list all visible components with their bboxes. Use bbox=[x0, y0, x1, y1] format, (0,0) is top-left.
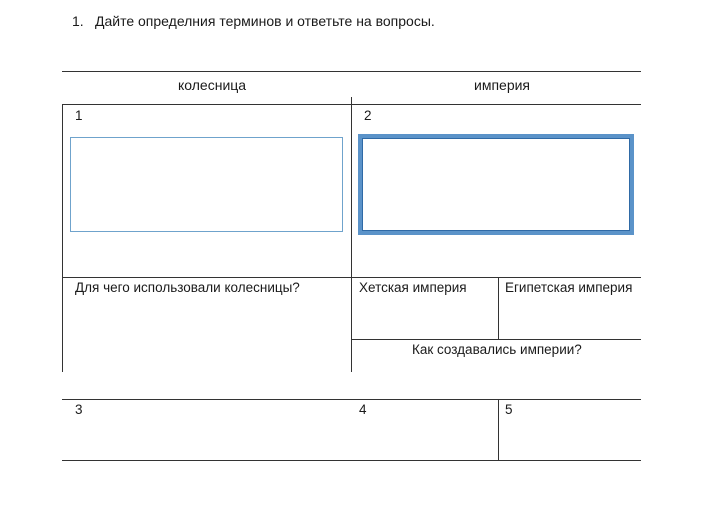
table1-subcolumn-divider bbox=[498, 277, 499, 339]
table1-top-border bbox=[62, 71, 641, 72]
cell-number-2: 2 bbox=[364, 108, 372, 123]
cell-number-4: 4 bbox=[359, 402, 367, 417]
table1-left-border bbox=[62, 104, 63, 372]
cell-hittite-empire: Хетская империя bbox=[359, 280, 467, 295]
table2-column-divider bbox=[498, 399, 499, 460]
instruction-number: 1. bbox=[72, 13, 84, 29]
table1-column-divider bbox=[351, 97, 352, 372]
table2-bottom-border bbox=[62, 460, 641, 461]
table2-top-border bbox=[62, 399, 641, 400]
answer-box-chariot[interactable] bbox=[70, 137, 343, 232]
header-empire: империя bbox=[474, 77, 530, 93]
answer-box-empire[interactable] bbox=[358, 134, 634, 235]
cell-number-3: 3 bbox=[75, 402, 83, 417]
question-chariot-use: Для чего использовали колесницы? bbox=[75, 280, 300, 295]
cell-number-5: 5 bbox=[505, 402, 513, 417]
instruction-text: Дайте определния терминов и ответьте на вопросы. bbox=[95, 13, 435, 29]
question-empires-creation: Как создавались империи? bbox=[412, 342, 582, 357]
table1-subrow-divider bbox=[352, 339, 641, 340]
header-chariot: колесница bbox=[178, 77, 247, 93]
cell-number-1: 1 bbox=[75, 108, 83, 123]
cell-egyptian-empire: Египетская империя bbox=[505, 280, 633, 295]
